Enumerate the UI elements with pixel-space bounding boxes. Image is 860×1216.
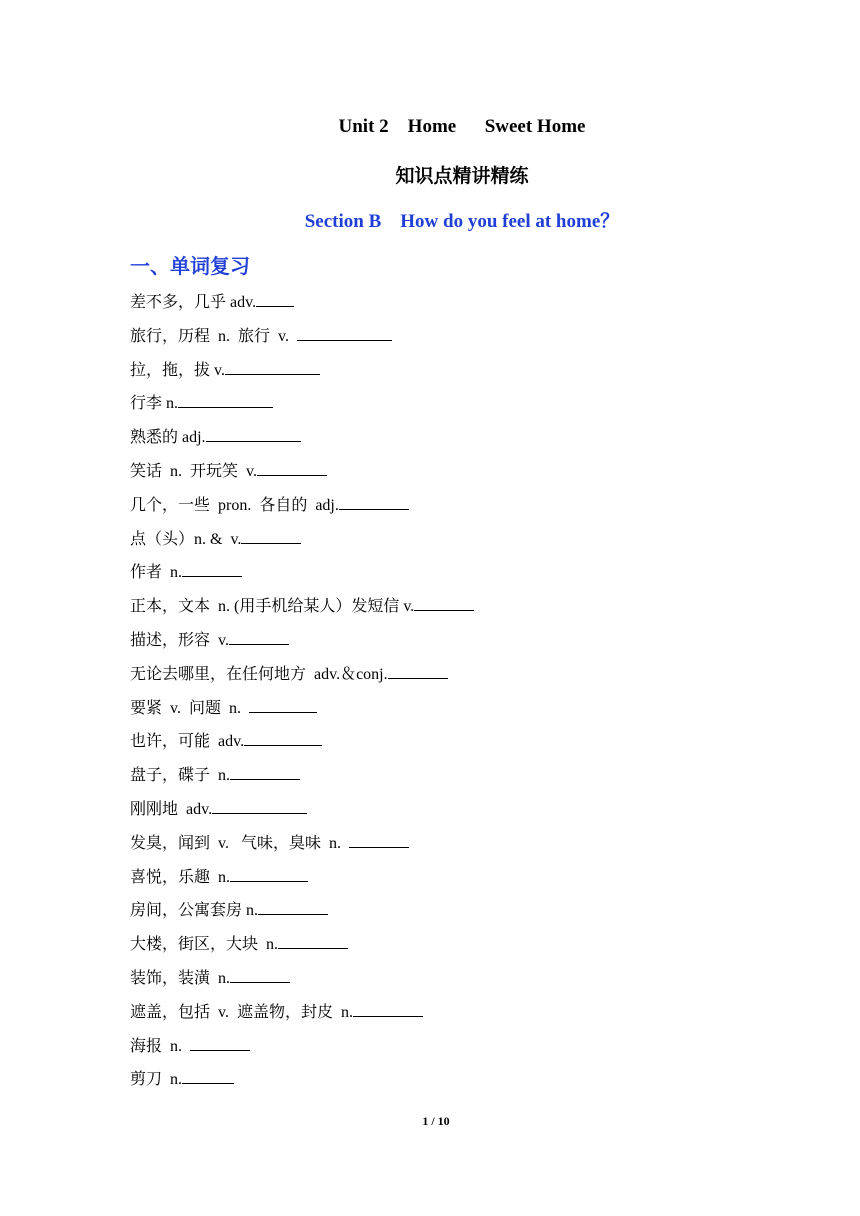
answer-blank bbox=[256, 290, 294, 307]
vocab-item bbox=[130, 493, 474, 527]
answer-blank bbox=[230, 763, 300, 780]
vocab-item bbox=[130, 358, 474, 392]
vocab-item bbox=[130, 560, 474, 594]
document-subtitle: 知识点精讲精练 bbox=[395, 166, 529, 187]
vocab-prompt: 要紧 v. 问题 n. bbox=[130, 699, 249, 717]
vocab-prompt: 作者 n. bbox=[130, 564, 183, 582]
answer-blank bbox=[278, 932, 348, 949]
answer-blank bbox=[230, 966, 290, 983]
answer-blank bbox=[249, 696, 317, 713]
answer-blank bbox=[182, 1067, 234, 1084]
answer-blank bbox=[229, 628, 289, 645]
vocab-item bbox=[130, 594, 474, 628]
answer-blank bbox=[353, 1000, 423, 1017]
vocab-item bbox=[130, 662, 474, 696]
vocab-prompt: 无论去哪里，在任何地方 adv.＆conj. bbox=[130, 665, 388, 683]
vocab-prompt: 几个，一些 pron. 各自的 adj. bbox=[130, 496, 339, 514]
vocab-prompt: 行李 n. bbox=[130, 395, 179, 413]
answer-blank bbox=[297, 324, 392, 341]
vocab-item bbox=[130, 1000, 474, 1034]
vocab-item bbox=[130, 696, 474, 730]
vocab-prompt: 盘子，碟子 n. bbox=[130, 767, 231, 785]
answer-blank bbox=[190, 1034, 250, 1051]
vocab-item bbox=[130, 797, 474, 831]
vocab-prompt: 旅行，历程 n. 旅行 v. bbox=[130, 327, 297, 345]
part-heading: 一、单词复习 bbox=[130, 256, 250, 278]
answer-blank bbox=[230, 865, 308, 882]
section-title: Section B How do you feel at home？ bbox=[304, 211, 620, 232]
vocab-prompt: 房间，公寓套房 n. bbox=[130, 902, 259, 920]
vocab-prompt: 熟悉的 adj. bbox=[130, 429, 206, 447]
answer-blank bbox=[258, 898, 328, 915]
vocab-prompt: 装饰，装潢 n. bbox=[130, 969, 231, 987]
vocab-item bbox=[130, 425, 474, 459]
vocab-prompt: 海报 n. bbox=[130, 1037, 191, 1055]
vocab-prompt: 刚刚地 adv. bbox=[130, 800, 213, 818]
vocab-prompt: 发臭，闻到 v. 气味，臭味 n. bbox=[130, 834, 349, 852]
answer-blank bbox=[212, 797, 307, 814]
vocab-item bbox=[130, 898, 474, 932]
answer-blank bbox=[241, 527, 301, 544]
vocab-prompt: 描述，形容 v. bbox=[130, 631, 229, 649]
answer-blank bbox=[388, 662, 448, 679]
vocab-item bbox=[130, 459, 474, 493]
vocab-list bbox=[130, 290, 474, 1101]
vocab-item bbox=[130, 831, 474, 865]
page-number: 1 / 10 bbox=[422, 1114, 450, 1128]
vocab-item bbox=[130, 324, 474, 358]
vocab-item bbox=[130, 865, 474, 899]
answer-blank bbox=[206, 425, 301, 442]
vocab-prompt: 也许，可能 adv. bbox=[130, 733, 245, 751]
answer-blank bbox=[225, 358, 320, 375]
answer-blank bbox=[339, 493, 409, 510]
vocab-prompt: 点（头）n. & v. bbox=[130, 530, 242, 548]
vocab-item bbox=[130, 932, 474, 966]
answer-blank bbox=[414, 594, 474, 611]
vocab-item bbox=[130, 628, 474, 662]
answer-blank bbox=[244, 729, 322, 746]
vocab-prompt: 拉，拖，拔 v. bbox=[130, 361, 225, 379]
answer-blank bbox=[349, 831, 409, 848]
vocab-item bbox=[130, 1034, 474, 1068]
vocab-item bbox=[130, 391, 474, 425]
vocab-item bbox=[130, 290, 474, 324]
vocab-prompt: 剪刀 n. bbox=[130, 1071, 183, 1089]
vocab-item bbox=[130, 1067, 474, 1101]
vocab-prompt: 笑话 n. 开玩笑 v. bbox=[130, 462, 257, 480]
vocab-prompt: 喜悦，乐趣 n. bbox=[130, 868, 231, 886]
answer-blank bbox=[178, 391, 273, 408]
vocab-item bbox=[130, 966, 474, 1000]
document-title: Unit 2 Home Sweet Home bbox=[338, 116, 586, 137]
vocab-prompt: 差不多，几乎 adv. bbox=[130, 294, 257, 311]
answer-blank bbox=[257, 459, 327, 476]
vocab-item bbox=[130, 527, 474, 561]
vocab-item bbox=[130, 763, 474, 797]
vocab-prompt: 大楼，街区，大块 n. bbox=[130, 936, 279, 954]
vocab-item bbox=[130, 729, 474, 763]
answer-blank bbox=[182, 560, 242, 577]
vocab-prompt: 正本，文本 n. (用手机给某人）发短信 v. bbox=[130, 598, 415, 616]
vocab-prompt: 遮盖，包括 v. 遮盖物，封皮 n. bbox=[130, 1003, 353, 1021]
